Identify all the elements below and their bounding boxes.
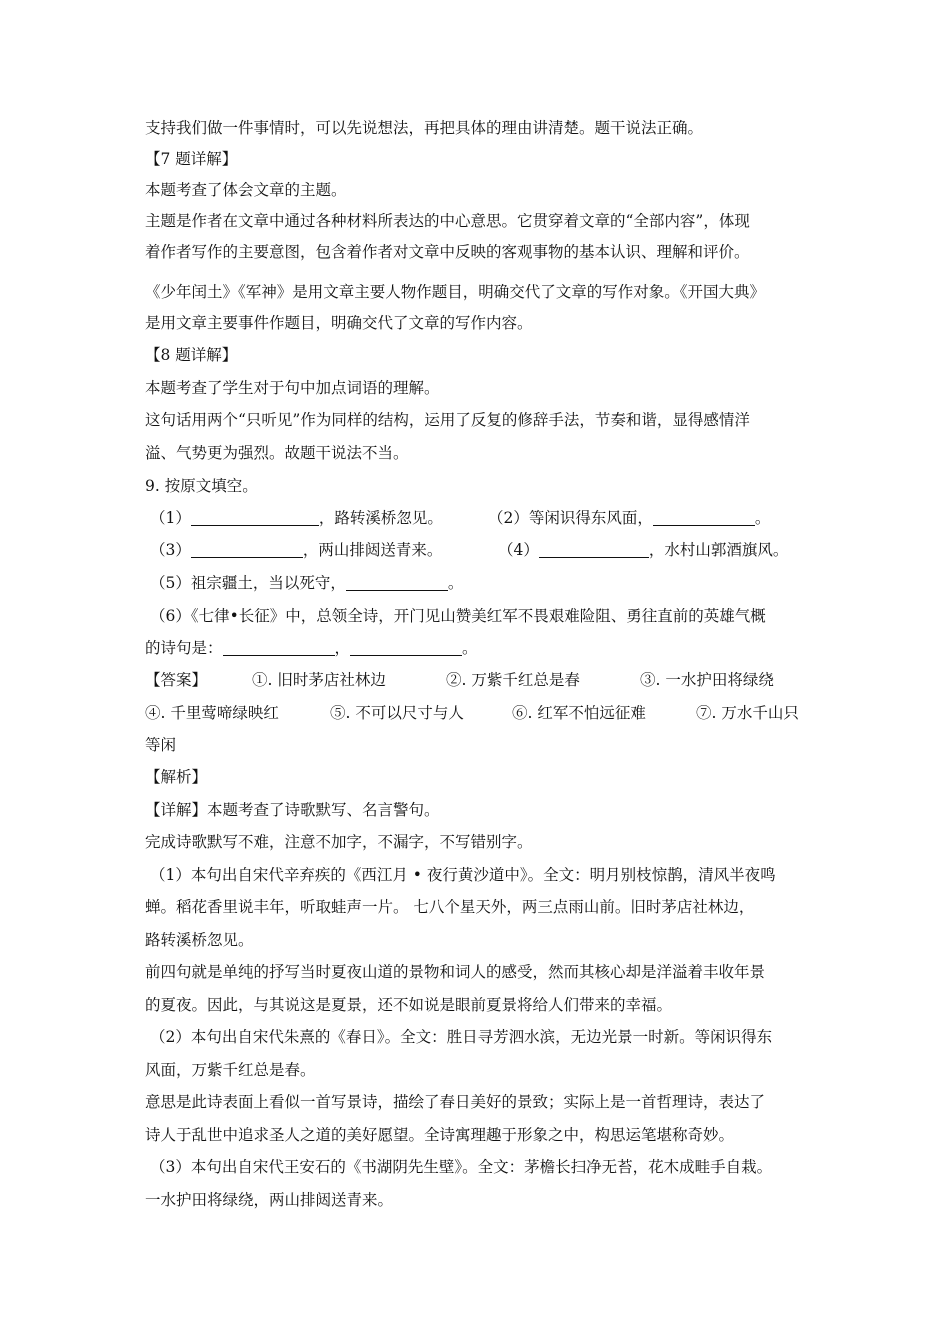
answer-7-cont: 等闲	[145, 736, 177, 754]
detail-heading: 【详解】本题考查了诗歌默写、名言警句。	[145, 801, 440, 819]
question-9-item-1	[150, 508, 443, 528]
paragraph-line: 蝉。稻花香里说丰年，听取蛙声一片。 七八个星天外，两三点雨山前。旧时茅店社林边，	[145, 898, 755, 916]
answer-blank	[223, 639, 335, 656]
question-9-title: 9. 按原文填空。	[145, 477, 258, 495]
item-text: 。	[754, 509, 771, 527]
answer-blank	[653, 509, 755, 526]
answer-2: ②. 万紫千红总是春	[446, 671, 580, 689]
paragraph-line: 主题是作者在文章中通过各种材料所表达的中心意思。它贯穿着文章的“全部内容”，体现	[145, 212, 750, 230]
answer-5: ⑤. 不可以尺寸与人	[330, 704, 464, 722]
section-heading-7: 【7 题详解】	[145, 150, 238, 168]
item-text: ，路转溪桥忽见。	[318, 509, 443, 527]
paragraph-line: 路转溪桥忽见。	[145, 931, 254, 949]
paragraph-line: 风面，万紫千红总是春。	[145, 1061, 316, 1079]
paragraph-line: （2）本句出自宋代朱熹的《春日》。全文：胜日寻芳泗水滨，无边光景一时新。等闲识得东	[150, 1028, 773, 1046]
paragraph-line: 完成诗歌默写不难，注意不加字，不漏字，不写错别字。	[145, 833, 533, 851]
paragraph-line: 《少年闰土》《军神》是用文章主要人物作题目，明确交代了文章的写作对象。《开国大典》	[145, 283, 766, 301]
question-9-item-6-cont	[145, 638, 478, 658]
answer-blank	[539, 541, 649, 558]
question-9-item-3	[150, 540, 442, 560]
section-heading-8: 【8 题详解】	[145, 346, 238, 364]
paragraph-line: 是用文章主要事件作题目，明确交代了文章的写作内容。	[145, 314, 533, 332]
paragraph-line: 溢、气势更为强烈。故题干说法不当。	[145, 444, 409, 462]
question-9-item-5	[150, 573, 463, 593]
paragraph-line: 意思是此诗表面上看似一首写景诗，描绘了春日美好的景致；实际上是一首哲理诗，表达了	[145, 1093, 766, 1111]
paragraph-line: 诗人于乱世中追求圣人之道的美好愿望。全诗寓理趣于形象之中，构思运笔堪称奇妙。	[145, 1126, 735, 1144]
paragraph-line: （3）本句出自宋代王安石的《书湖阴先生壁》。全文：茅檐长扫净无苔，花木成畦手自栽。	[150, 1158, 773, 1176]
answer-3: ③. 一水护田将绿绕	[640, 671, 774, 689]
item-text: （5）祖宗疆土，当以死守，	[150, 574, 346, 592]
answer-4: ④. 千里莺啼绿映红	[145, 704, 279, 722]
question-9-item-4	[498, 540, 788, 560]
answer-blank	[346, 574, 448, 591]
paragraph-line: 前四句就是单纯的抒写当时夏夜山道的景物和词人的感受，然而其核心却是洋溢着丰收年景	[145, 963, 766, 981]
question-9-item-2	[488, 508, 770, 528]
item-text: （4）	[498, 541, 539, 559]
answer-7: ⑦. 万水千山只	[696, 704, 799, 722]
item-text: （1）	[150, 509, 191, 527]
item-text: （3）	[150, 541, 191, 559]
item-text: ，	[334, 639, 351, 657]
paragraph-line: 一水护田将绿绕，两山排闼送青来。	[145, 1191, 394, 1209]
paragraph-line: 的夏夜。因此，与其说这是夏景，还不如说是眼前夏景将给人们带来的幸福。	[145, 996, 673, 1014]
answer-6: ⑥. 红军不怕远征难	[512, 704, 646, 722]
item-text: （2）等闲识得东风面，	[488, 509, 653, 527]
answer-blank	[191, 509, 319, 526]
answer-blank	[191, 541, 303, 558]
paragraph-line: （1）本句出自宋代辛弃疾的《西江月 • 夜行黄沙道中》。全文：明月别枝惊鹊，清风半夜鸣	[150, 866, 776, 884]
paragraph-line: 这句话用两个“只听见”作为同样的结构，运用了反复的修辞手法，节奏和谐，显得感情洋	[145, 411, 750, 429]
paragraph-line: 本题考查了学生对于句中加点词语的理解。	[145, 379, 440, 397]
paragraph-line: 本题考查了体会文章的主题。	[145, 181, 347, 199]
item-text: 。	[447, 574, 464, 592]
item-text: ，两山排闼送青来。	[302, 541, 443, 559]
answer-1: ①. 旧时茅店社林边	[252, 671, 386, 689]
item-text: 。	[462, 639, 478, 657]
analysis-label: 【解析】	[145, 768, 208, 786]
question-9-item-6: （6）《七律•长征》中，总领全诗，开门见山赞美红军不畏艰难险阻、勇往直前的英雄气概	[150, 607, 766, 625]
answer-label: 【答案】	[145, 671, 208, 689]
item-text: ，水村山郭酒旗风。	[648, 541, 789, 559]
item-text: 的诗句是：	[145, 639, 223, 657]
paragraph-line: 着作者写作的主要意图，包含着作者对文章中反映的客观事物的基本认识、理解和评价。	[145, 243, 750, 261]
paragraph-line: 支持我们做一件事情时，可以先说想法，再把具体的理由讲清楚。题干说法正确。	[145, 119, 704, 137]
answer-blank	[350, 639, 462, 656]
